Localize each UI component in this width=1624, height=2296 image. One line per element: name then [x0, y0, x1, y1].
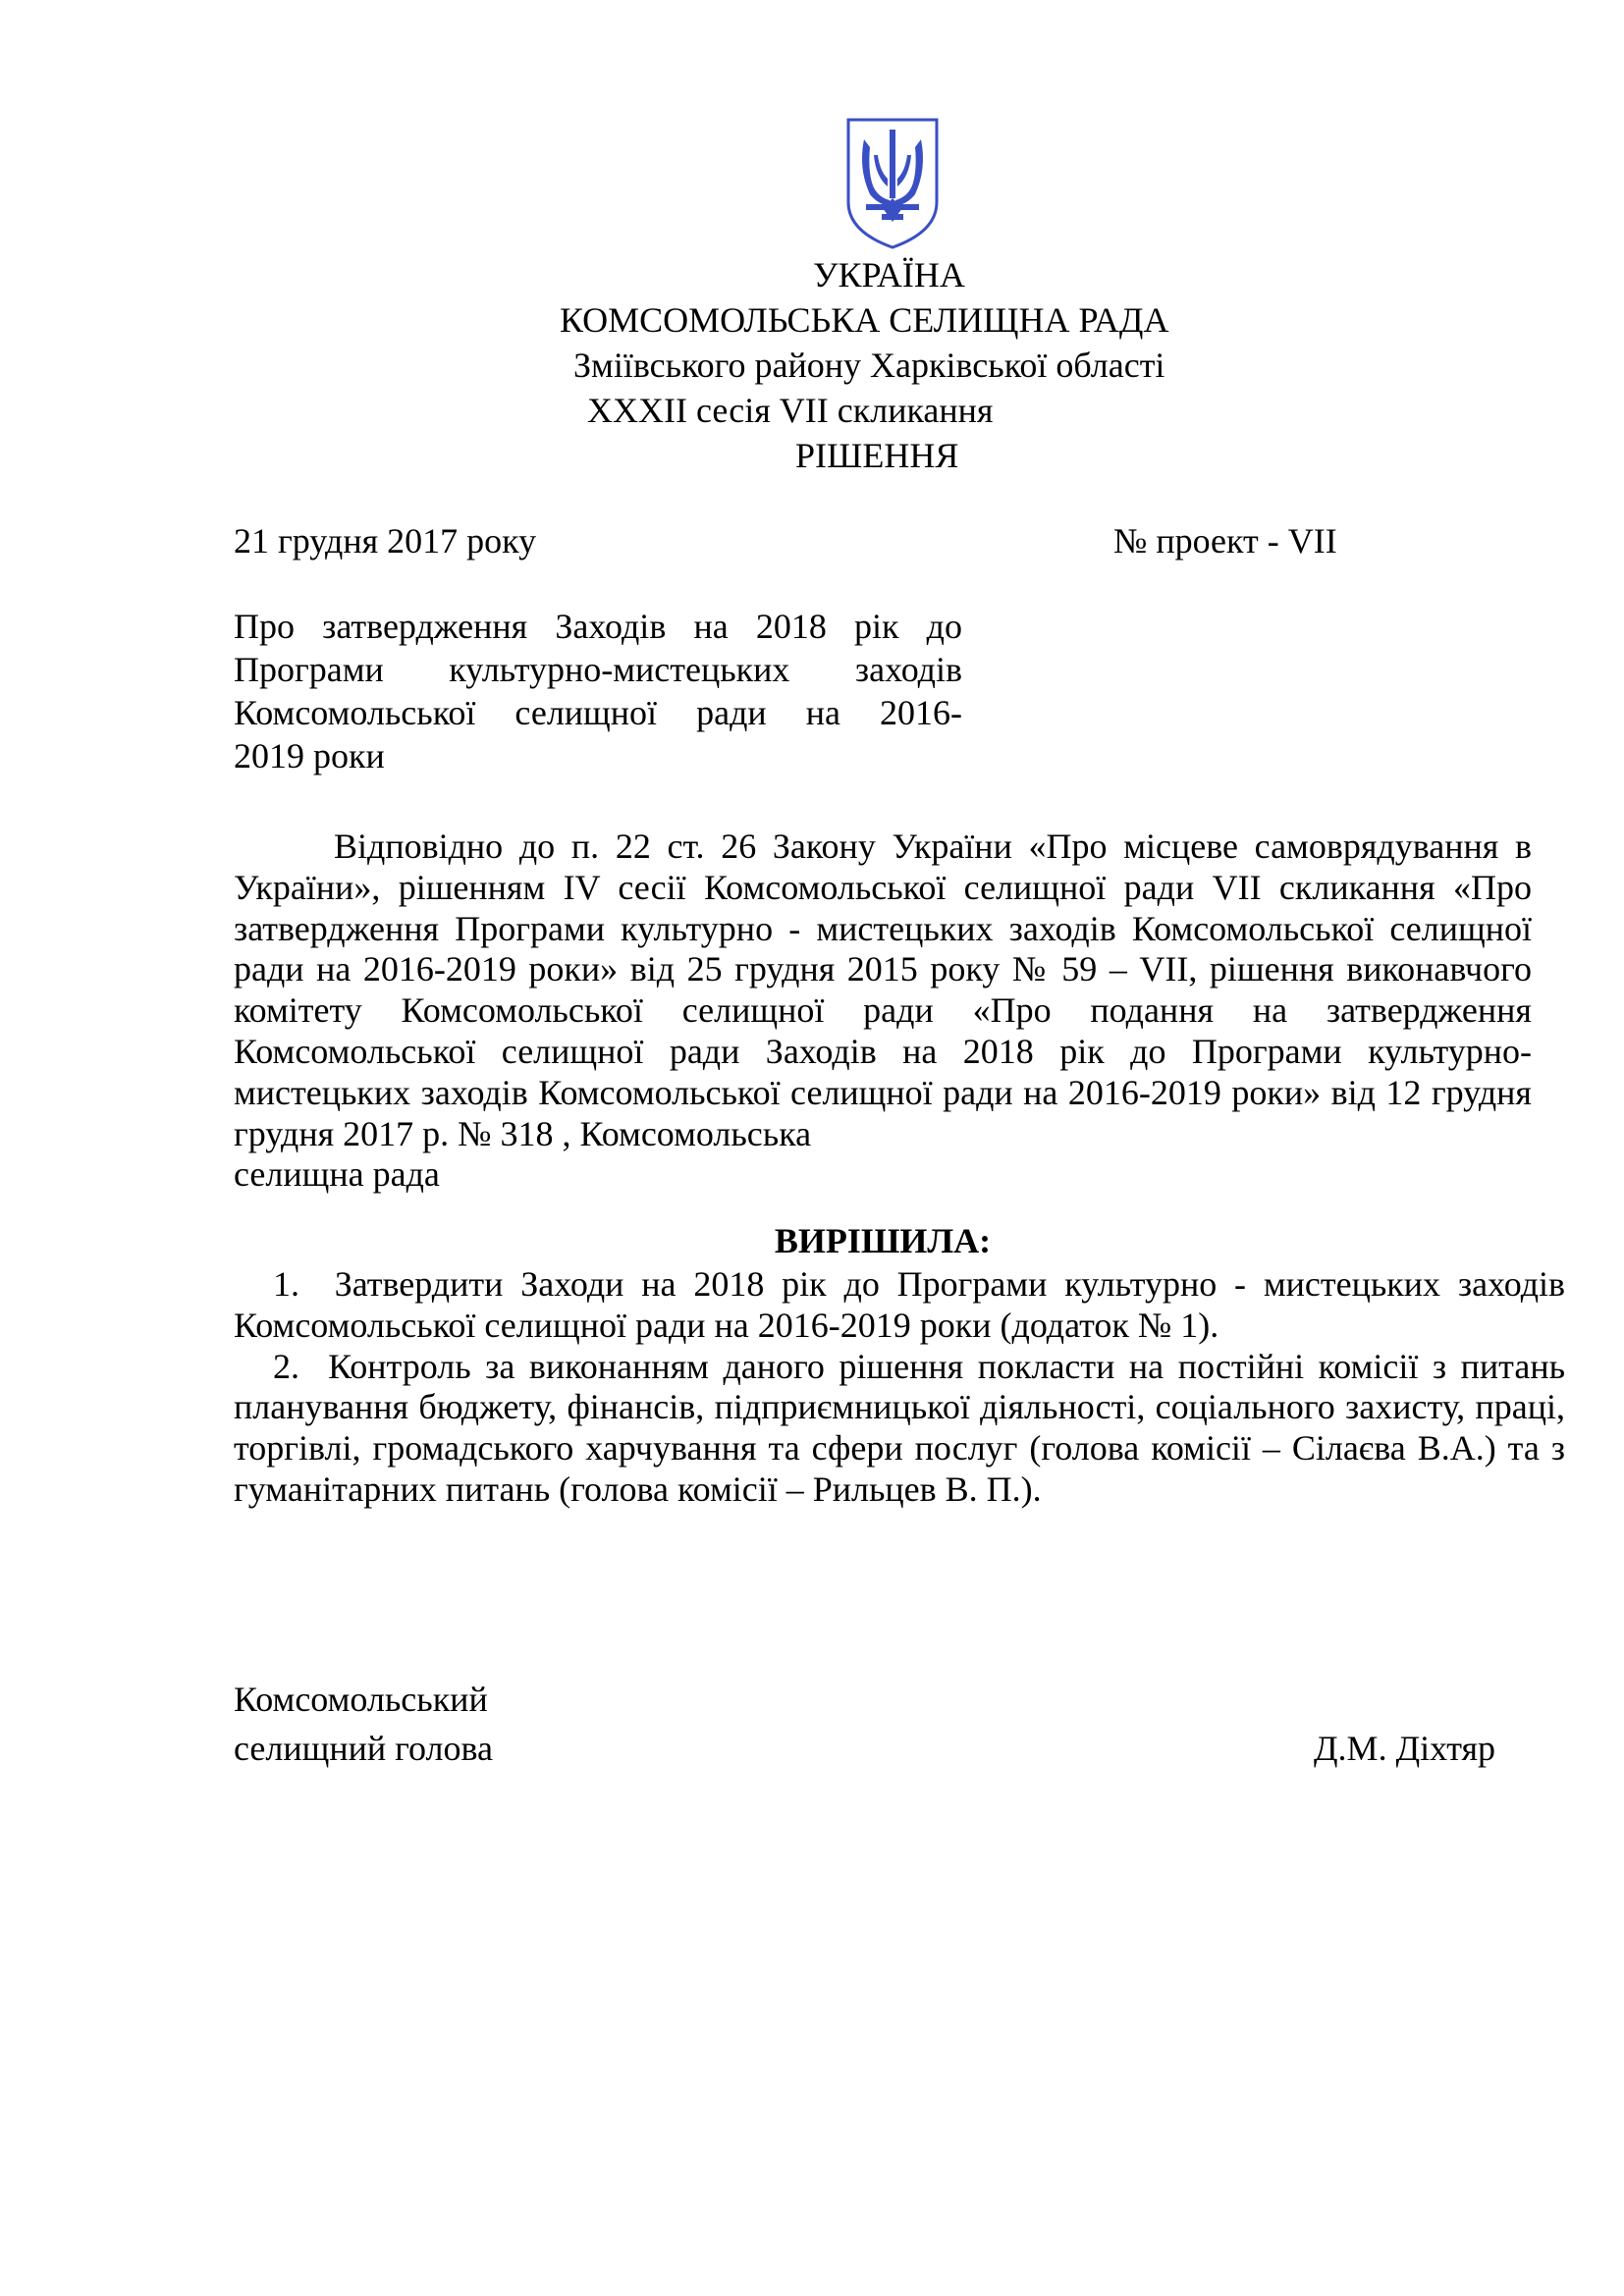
header-council: КОМСОМОЛЬСЬКА СЕЛИЩНА РАДА — [560, 300, 1169, 340]
decision-item-text: Затвердити Заходи на 2018 рік до Програми культурно - мистецьких заходів Комсомольської селищної ради на 2016-2019 роки (додаток № 1). — [234, 1264, 1566, 1345]
signature-position-line1: Комсомольський — [234, 1680, 488, 1719]
header-session: ХХХІІ сесія VІІ скликання — [587, 391, 994, 430]
subject-line: Програми культурно-мистецьких заходів — [234, 650, 962, 689]
decision-item — [234, 1264, 1565, 1347]
decision-number: № проект - VІІ — [1113, 521, 1337, 561]
decision-item — [234, 1347, 1565, 1511]
header-district: Зміївського району Харківської області — [573, 346, 1165, 385]
preamble-tail: селищна рада — [234, 1154, 440, 1195]
signature-name: Д.М. Діхтяр — [1314, 1729, 1496, 1768]
preamble-paragraph — [234, 827, 1532, 1196]
decision-heading: ВИРІШИЛА: — [774, 1221, 992, 1260]
subject-line: Комсомольської селищної ради на 2016- — [234, 693, 962, 732]
decision-item-text: Контроль за виконанням даного рішення покласти на постійні комісії з питань планування бюджету, фінансів, підприємницької діяльності, соціального захисту, праці, торгівлі, громадського харчування та сфери послуг (голова комісії – Сілаєва В.А.) та з гуманітарних питань (голова комісії – Рильцев В. П.). — [234, 1346, 1566, 1509]
signature-position — [234, 1675, 493, 1773]
decision-subject — [234, 605, 962, 777]
decision-date: 21 грудня 2017 року — [234, 521, 537, 561]
decision-item-number: 1. — [273, 1264, 299, 1304]
decision-list — [234, 1264, 1565, 1511]
preamble-text: Відповідно до п. 22 ст. 26 Закону України «Про місцеве самоврядування в України», рішенням IV сесії Комсомольської селищної ради VІІ скликання «Про затвердження Програми культурно - мистецьких заходів Комсомольської селищної ради на 2016-2019 роки» від 25 грудня 2015 року № 59 – VІІ, рішення виконавчого комітету Комсомольської селищної ради «Про подання на затвердження Комсомольської селищної ради Заходів на 2018 рік до Програми культурно-мистецьких заходів Комсомольської селищної ради на 2016-2019 роки» від 12 грудня грудня 2017 р. № 318 , Комсомольська — [234, 827, 1532, 1153]
subject-line: 2019 роки — [234, 736, 385, 775]
ukraine-coat-of-arms-icon — [844, 116, 941, 251]
subject-line: Про затвердження Заходів на 2018 рік до — [234, 607, 962, 646]
signature-position-line2: селищний голова — [234, 1729, 494, 1768]
header-country: УКРАЇНА — [813, 255, 965, 294]
decision-item-number: 2. — [273, 1346, 299, 1386]
header-doc-type: РІШЕННЯ — [795, 436, 959, 475]
